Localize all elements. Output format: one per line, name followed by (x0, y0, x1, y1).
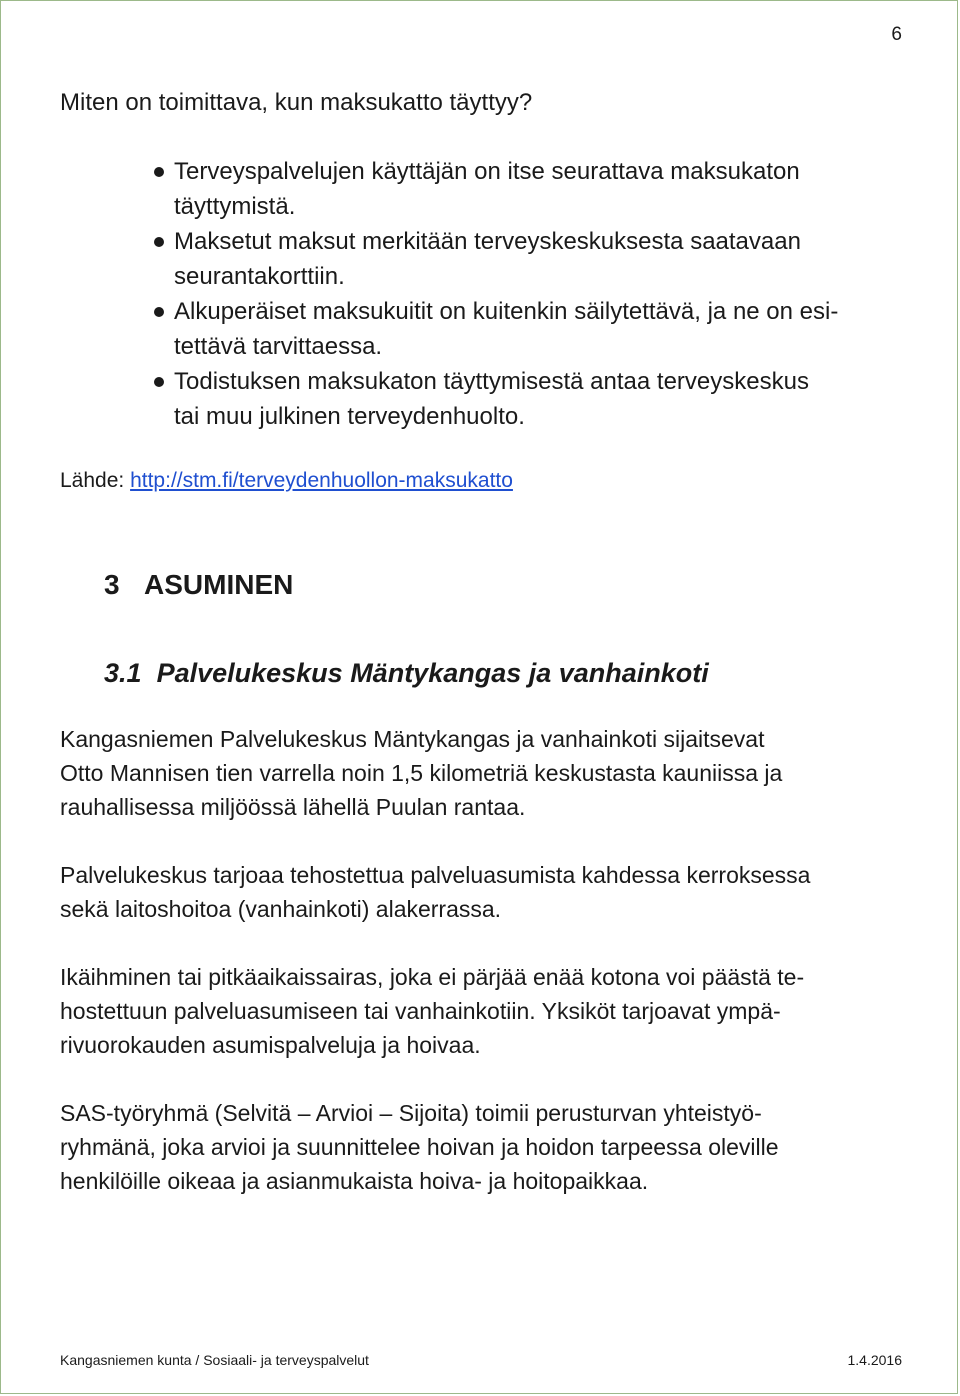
subsection-title: Palvelukeskus Mäntykangas ja vanhainkoti (156, 658, 709, 688)
paragraph-line: rauhallisessa miljöössä lähellä Puulan rantaa. (60, 794, 526, 820)
bullet-icon (154, 167, 164, 177)
paragraph-line: henkilöille oikeaa ja asianmukaista hoiva- ja hoitopaikkaa. (60, 1168, 649, 1194)
paragraph-line: rivuorokauden asumispalveluja ja hoivaa. (60, 1032, 481, 1058)
paragraph-line: SAS-työryhmä (Selvitä – Arvioi – Sijoita) toimii perusturvan yhteistyö- (60, 1100, 762, 1126)
list-item-line: täyttymistä. (174, 193, 296, 220)
question-heading: Miten on toimittava, kun maksukatto täyttyy? (60, 89, 533, 116)
list-item (152, 294, 912, 364)
paragraph-line: Otto Mannisen tien varrella noin 1,5 kilometriä keskustasta kauniissa ja (60, 760, 783, 786)
subsection-number: 3.1 (104, 658, 142, 688)
footer-date: 1.4.2016 (847, 1352, 902, 1368)
paragraph (60, 960, 910, 1062)
paragraph (60, 858, 910, 926)
list-item (152, 154, 912, 224)
paragraph-line: Palvelukeskus tarjoaa tehostettua palveluasumista kahdessa kerroksessa (60, 862, 811, 888)
footer-organization: Kangasniemen kunta / Sosiaali- ja terveyspalvelut (60, 1352, 369, 1368)
source-line (60, 466, 513, 496)
list-item-line: Todistuksen maksukaton täyttymisestä antaa terveyskeskus (174, 368, 809, 395)
list-item (152, 224, 912, 294)
paragraph-line: hostettuun palveluasumiseen tai vanhainkotiin. Yksiköt tarjoavat ympä- (60, 998, 781, 1024)
source-link[interactable]: http://stm.fi/terveydenhuollon-maksukatto (130, 469, 513, 492)
paragraph-line: Ikäihminen tai pitkäaikaissairas, joka ei pärjää enää kotona voi päästä te- (60, 964, 805, 990)
bullet-icon (154, 237, 164, 247)
paragraph-line: sekä laitoshoitoa (vanhainkoti) alakerrassa. (60, 896, 502, 922)
bullet-icon (154, 377, 164, 387)
subsection-heading (104, 654, 709, 692)
section-number: 3 (104, 569, 120, 600)
list-item-line: seurantakorttiin. (174, 263, 345, 290)
list-item (152, 364, 912, 434)
section-heading (104, 566, 293, 604)
bullet-icon (154, 307, 164, 317)
paragraph (60, 1096, 910, 1198)
paragraph-line: Kangasniemen Palvelukeskus Mäntykangas ja vanhainkoti sijaitsevat (60, 726, 765, 752)
list-item-line: tettävä tarvittaessa. (174, 333, 383, 360)
bullet-list (152, 154, 912, 434)
list-item-line: tai muu julkinen terveydenhuolto. (174, 403, 525, 430)
page-number: 6 (891, 24, 902, 45)
paragraph (60, 722, 910, 824)
section-title: ASUMINEN (144, 569, 294, 600)
list-item-line: Alkuperäiset maksukuitit on kuitenkin säilytettävä, ja ne on esi- (174, 298, 839, 325)
paragraph-line: ryhmänä, joka arvioi ja suunnittelee hoivan ja hoidon tarpeessa oleville (60, 1134, 779, 1160)
list-item-line: Terveyspalvelujen käyttäjän on itse seurattava maksukaton (174, 158, 800, 185)
source-label: Lähde: (60, 469, 131, 492)
list-item-line: Maksetut maksut merkitään terveyskeskuksesta saatavaan (174, 228, 801, 255)
